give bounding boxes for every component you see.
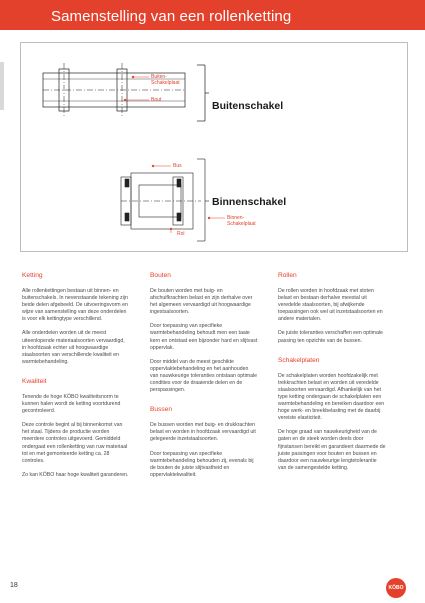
side-tab [0,62,4,110]
paragraph: Tenende de hoge KÖBO kwaliteitsnorm te kunnen halen wordt de ketting voortdurend gecontroleerd. [22,393,121,415]
label-buiten-schakelplaat: Buiten- Schakelplaat [151,74,180,86]
heading-rollen: Rollen [278,272,297,279]
heading-bussen: Bussen [150,406,172,414]
paragraph: Deze controle begint al bij binnenkomst van het staal. Tijdens de productie worden meerdere controles uitgevoerd. Gemiddeld ondergaat een rollenketting van ruw materiaal tot en met gemonteerde ketting ca. 28 controles. [22,422,128,464]
paragraph: Door toepassing van specifieke warmtebehandeling behoudt men een taaie kern en ontstaat een bijzonder hard en slijtvast oppervlak. [150,323,258,351]
paragraph: Door middel van de meest geschikte oppervlaktebehandeling en het aanhouden van nauwkeurige toleranties ontstaan optimale condities voor de draaiende delen en de perspassingen. [150,358,257,394]
paragraph: De bouten worden met buig- en afschuifkrachten belast en zijn derhalve over het algemeen vervaardigd uit hoogwaardige ingestsalsoorten. [150,288,253,316]
label-binnen-schakelplaat: Binnen- Schakelplaat [227,215,256,227]
binnenschakel-heading: Binnenschakel [212,196,287,208]
page-title: Samenstelling van een rollenketting [51,8,292,25]
page-number: 18 [10,582,18,589]
paragraph: De juiste toleranties verschaffen een optimale passing ten opzichte van de bussen. [278,330,383,344]
paragraph: Alle rollenkettingen bestaan uit binnen- en buitenschakels. In nevenstaande tekening zijn beide delen afgebeeld. De uitvoeringsvorm en wijze van samenstelling van deze onderdelen is voor elk kettingtype verschillend. [22,288,128,323]
paragraph: De schakelplaten worden hoofdzakelijk met trekkrachten belast en worden uit veredelde staalsoorten vervaardigd. Afhankelijk van het type ketting ondergaan de schakelplaten een warmtebehandeling en bereiken daardoor een hoge werk- en breekbelasting met de daarbij vereiste elasticiteit. [278,372,385,422]
paragraph: Alle onderdelen worden uit de meest uiteenlopende materiaalsoorten vervaardigd, in hoofdzaak echter uit hoogwaardige staalsoorten van verschillende kwaliteit en warmtebehandeling. [22,330,125,365]
paragraph: Zo kan KÖBO haar hoge kwaliteit garanderen. [22,471,129,478]
paragraph: De hoge graad van nauwkeurigheid van de gaten en de steek worden deels door fijnstansen bereikt en garandeert daarmede de juiste passingen voor bouten en bussen en daardoor een nauwkeurige lengtetolerantie van de samengestelde ketting. [278,429,386,471]
kobo-logo: KÖBO [386,578,406,598]
column-middle [150,272,258,486]
heading-kwaliteit: Kwaliteit [22,377,47,385]
label-bus: Bus [173,163,182,169]
paragraph: De rollen worden in hoofdzaak met stoten belast en bestaan derhalve meestal uit veredelde staalsoorten, bij afwijkende toepassingen ook wel uit inzetstaalsoorten en andere materialen. [278,288,383,323]
buitenschakel-heading: Buitenschakel [212,100,284,112]
paragraph: De bussen worden met buig- en drukkrachten belast en worden in hoofdzaak vervaardigd uit gelegeerde inzetstaalsoorten. [150,422,256,443]
page-header [0,0,425,30]
paragraph: Door toepassing van specifieke warmtebehandeling behouden zij, evenals bij de bouten de juiste slijtvastheid en oppervlaktekwaliteit. [150,450,254,478]
heading-schakelplaten: Schakelplaten [278,356,320,364]
heading-ketting: Ketting [22,272,43,279]
heading-bouten: Bouten [150,272,171,279]
chain-diagram-drawing [21,43,407,251]
column-left [22,272,130,486]
label-bout: Bout [151,97,162,103]
column-right [278,272,386,479]
label-rol: Rol [177,231,185,237]
chain-diagram [20,42,408,252]
